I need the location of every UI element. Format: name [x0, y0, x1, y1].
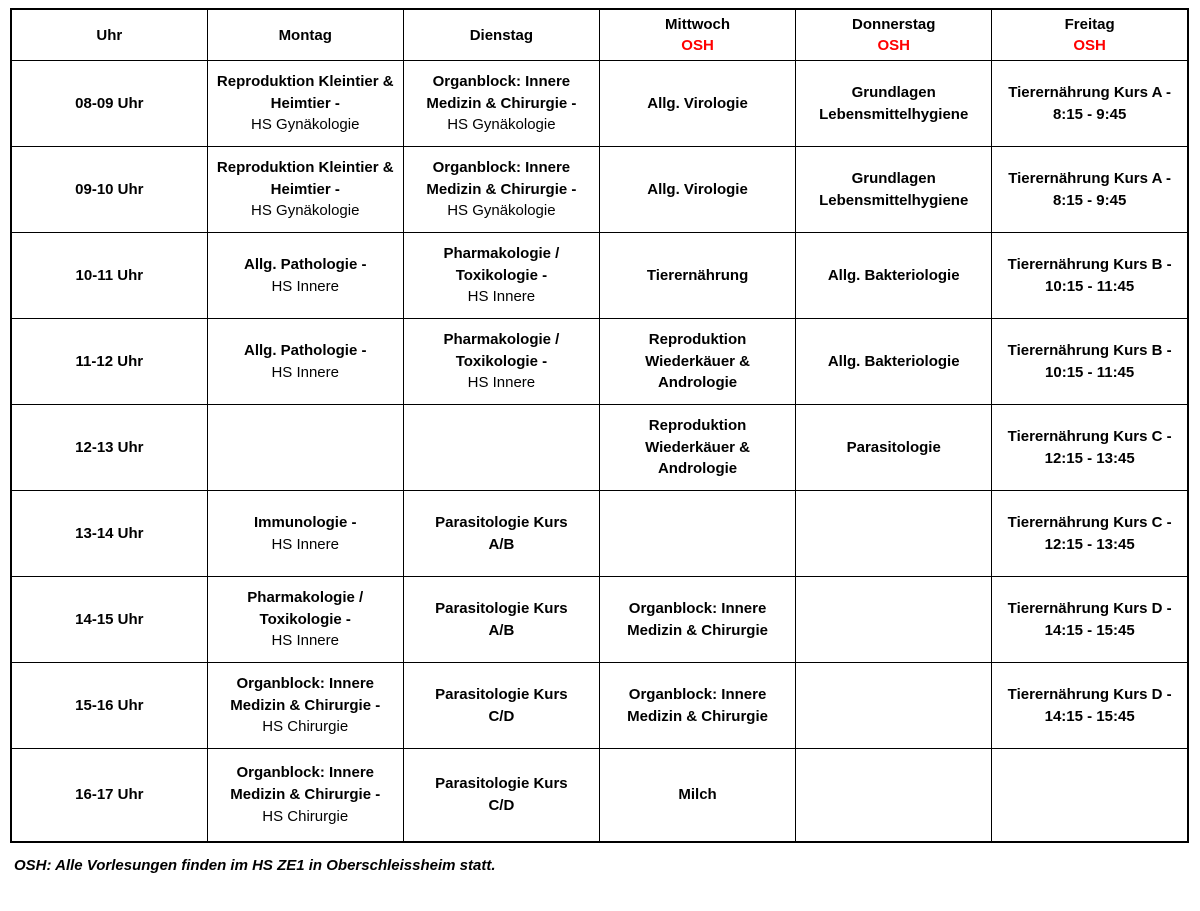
- schedule-cell: [992, 491, 1188, 577]
- schedule-cell: [403, 233, 599, 319]
- course-title: Organblock: Innere Medizin & Chirurgie: [627, 599, 768, 639]
- course-location: HS Chirurgie: [262, 807, 349, 825]
- course-title: Reproduktion Kleintier & Heimtier -: [216, 158, 394, 198]
- schedule-cell: [599, 491, 795, 577]
- course-location: HS Innere: [467, 374, 536, 392]
- course-title: 14:15 - 15:45: [1044, 707, 1135, 725]
- table-row: [11, 147, 1188, 233]
- course-location: HS Gynäkologie: [251, 202, 360, 220]
- schedule-cell: [207, 577, 403, 663]
- timetable: [10, 8, 1189, 843]
- course-title: Tierernährung: [646, 266, 749, 284]
- course-title: Allg. Pathologie -: [243, 341, 367, 359]
- schedule-cell: [403, 491, 599, 577]
- course-title: Grundlagen Lebensmittelhygiene: [819, 169, 969, 209]
- schedule-cell: [207, 663, 403, 749]
- column-header-uhr: [11, 9, 207, 61]
- course-title: Tierernährung Kurs C -: [1007, 513, 1172, 531]
- schedule-cell: [599, 405, 795, 491]
- course-title: 8:15 - 9:45: [1052, 105, 1127, 123]
- course-title: Parasitologie Kurs: [435, 513, 568, 531]
- course-title: Tierernährung Kurs B -: [1007, 255, 1172, 273]
- schedule-cell: [403, 405, 599, 491]
- time-cell: 14-15 Uhr: [11, 577, 207, 663]
- column-header-label: Freitag: [1064, 16, 1115, 33]
- schedule-cell: [599, 749, 795, 842]
- table-row: [11, 405, 1188, 491]
- table-row: [11, 491, 1188, 577]
- schedule-cell: [796, 319, 992, 405]
- column-header-label: Montag: [278, 26, 332, 44]
- column-header-mittwoch: [599, 9, 795, 61]
- schedule-cell: [403, 577, 599, 663]
- schedule-cell: [796, 577, 992, 663]
- osh-label: OSH: [877, 37, 910, 54]
- course-location: HS Chirurgie: [262, 718, 349, 736]
- course-title: 8:15 - 9:45: [1052, 191, 1127, 209]
- schedule-cell: [992, 577, 1188, 663]
- course-title: C/D: [488, 707, 515, 725]
- schedule-cell: [403, 147, 599, 233]
- table-row: [11, 663, 1188, 749]
- time-cell: 12-13 Uhr: [11, 405, 207, 491]
- course-title: Tierernährung Kurs D -: [1007, 685, 1172, 703]
- time-cell: 09-10 Uhr: [11, 147, 207, 233]
- course-title: Organblock: Innere Medizin & Chirurgie -: [230, 764, 381, 803]
- schedule-cell: [403, 663, 599, 749]
- course-title: Pharmakologie / Toxikologie -: [443, 330, 560, 370]
- schedule-cell: [599, 61, 795, 147]
- schedule-cell: [599, 233, 795, 319]
- course-location: HS Innere: [467, 288, 536, 306]
- osh-footnote: OSH: Alle Vorlesungen finden im HS ZE1 in Oberschleissheim statt.: [14, 856, 496, 874]
- schedule-cell: [796, 147, 992, 233]
- column-header-label: Mittwoch: [665, 16, 731, 33]
- course-title: Reproduktion Wiederkäuer & Andrologie: [645, 416, 750, 478]
- schedule-cell: [207, 147, 403, 233]
- schedule-cell: [207, 233, 403, 319]
- column-header-montag: [207, 9, 403, 61]
- time-cell: 15-16 Uhr: [11, 663, 207, 749]
- course-title: Reproduktion Wiederkäuer & Andrologie: [645, 330, 750, 392]
- osh-label: OSH: [681, 37, 714, 54]
- course-title: 14:15 - 15:45: [1044, 621, 1135, 639]
- schedule-cell: [992, 663, 1188, 749]
- course-title: Allg. Pathologie -: [243, 255, 367, 273]
- course-title: Organblock: Innere Medizin & Chirurgie: [627, 685, 768, 725]
- course-title: A/B: [488, 535, 515, 553]
- course-title: Tierernährung Kurs D -: [1007, 599, 1172, 617]
- course-title: A/B: [488, 621, 515, 639]
- column-header-label: Uhr: [96, 26, 123, 44]
- course-title: Organblock: Innere Medizin & Chirurgie -: [426, 72, 577, 112]
- schedule-cell: [207, 405, 403, 491]
- schedule-cell: [599, 319, 795, 405]
- course-title: Grundlagen Lebensmittelhygiene: [819, 83, 969, 123]
- schedule-cell: [992, 147, 1188, 233]
- course-location: HS Innere: [271, 535, 339, 553]
- table-row: [11, 61, 1188, 147]
- course-location: HS Gynäkologie: [447, 202, 556, 220]
- schedule-cell: [207, 491, 403, 577]
- course-title: Allg. Bakteriologie: [827, 352, 960, 370]
- course-location: HS Innere: [271, 632, 339, 650]
- course-title: Immunologie -: [253, 513, 357, 531]
- course-location: HS Innere: [271, 277, 339, 295]
- schedule-cell: [992, 319, 1188, 405]
- course-title: Pharmakologie / Toxikologie -: [443, 244, 560, 284]
- column-header-label: Dienstag: [469, 26, 534, 44]
- schedule-cell: [992, 61, 1188, 147]
- course-title: Tierernährung Kurs B -: [1007, 341, 1172, 359]
- course-title: Pharmakologie / Toxikologie -: [247, 588, 364, 628]
- schedule-cell: [992, 233, 1188, 319]
- schedule-cell: [796, 61, 992, 147]
- time-cell: 13-14 Uhr: [11, 491, 207, 577]
- table-row: [11, 749, 1188, 842]
- table-row: [11, 577, 1188, 663]
- course-title: Allg. Virologie: [647, 180, 748, 198]
- table-row: [11, 319, 1188, 405]
- course-title: 12:15 - 13:45: [1044, 535, 1135, 553]
- column-header-label: Donnerstag: [852, 16, 936, 33]
- course-title: Tierernährung Kurs C -: [1007, 427, 1172, 445]
- schedule-cell: [599, 577, 795, 663]
- course-title: 10:15 - 11:45: [1045, 363, 1135, 381]
- schedule-cell: [796, 491, 992, 577]
- time-cell: 16-17 Uhr: [11, 749, 207, 842]
- column-header-freitag: [992, 9, 1188, 61]
- schedule-cell: [207, 749, 403, 842]
- schedule-cell: [207, 61, 403, 147]
- course-location: HS Gynäkologie: [251, 116, 360, 134]
- course-title: Parasitologie Kurs: [435, 599, 568, 617]
- course-title: Milch: [678, 785, 717, 803]
- course-title: C/D: [488, 796, 515, 814]
- course-title: Organblock: Innere Medizin & Chirurgie -: [230, 674, 381, 714]
- schedule-cell: [796, 749, 992, 842]
- table-row: [11, 233, 1188, 319]
- schedule-cell: [207, 319, 403, 405]
- schedule-cell: [796, 405, 992, 491]
- schedule-cell: [403, 61, 599, 147]
- column-header-donnerstag: [796, 9, 992, 61]
- schedule-cell: [796, 663, 992, 749]
- schedule-cell: [599, 147, 795, 233]
- course-title: Tierernährung Kurs A -: [1008, 83, 1172, 101]
- course-location: HS Innere: [271, 363, 339, 381]
- course-title: Reproduktion Kleintier & Heimtier -: [216, 72, 394, 112]
- time-cell: 11-12 Uhr: [11, 319, 207, 405]
- schedule-cell: [599, 663, 795, 749]
- course-title: Parasitologie Kurs: [435, 775, 568, 792]
- timetable-head: [11, 9, 1188, 61]
- course-title: Tierernährung Kurs A -: [1008, 169, 1172, 187]
- course-location: HS Gynäkologie: [447, 116, 556, 134]
- header-row: [11, 9, 1188, 61]
- course-title: Parasitologie: [846, 438, 941, 456]
- timetable-body: [11, 61, 1188, 842]
- schedule-cell: [992, 405, 1188, 491]
- course-title: 10:15 - 11:45: [1045, 277, 1135, 295]
- osh-label: OSH: [1073, 37, 1106, 54]
- schedule-cell: [403, 319, 599, 405]
- course-title: 12:15 - 13:45: [1044, 449, 1135, 467]
- time-cell: 08-09 Uhr: [11, 61, 207, 147]
- course-title: Organblock: Innere Medizin & Chirurgie -: [426, 158, 577, 198]
- course-title: Allg. Virologie: [647, 94, 748, 112]
- schedule-cell: [796, 233, 992, 319]
- course-title: Allg. Bakteriologie: [827, 266, 960, 284]
- schedule-cell: [992, 749, 1188, 842]
- column-header-dienstag: [403, 9, 599, 61]
- schedule-cell: [403, 749, 599, 842]
- course-title: Parasitologie Kurs: [435, 685, 568, 703]
- time-cell: 10-11 Uhr: [11, 233, 207, 319]
